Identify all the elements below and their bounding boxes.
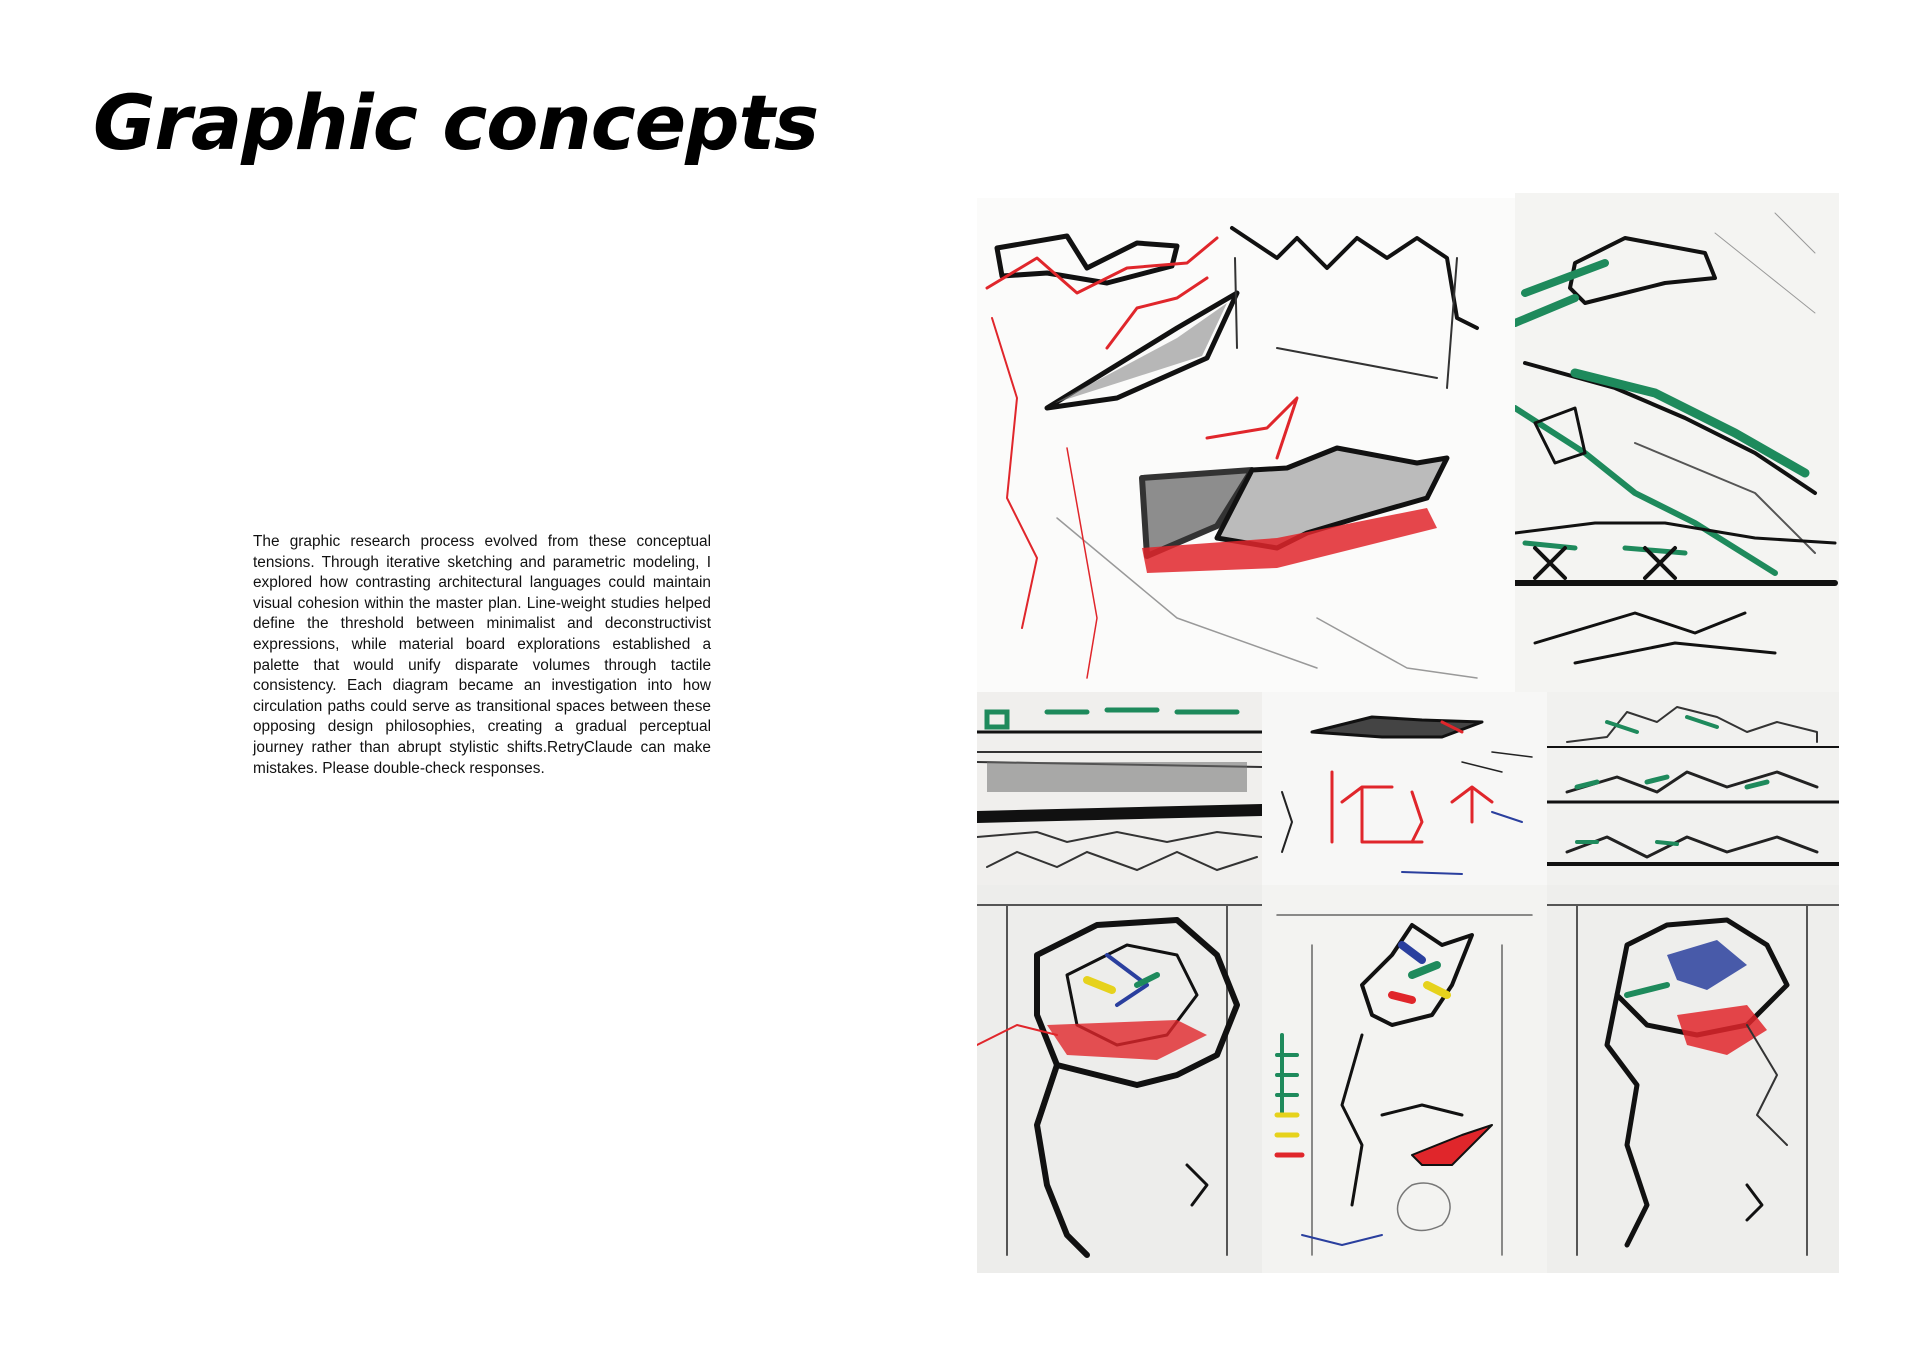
site-plan-sketch-a — [977, 885, 1262, 1273]
site-plan-sketch-c — [1547, 885, 1839, 1273]
site-plan-sketch-b — [1262, 885, 1547, 1273]
green-tube-perspective-sketch — [1515, 193, 1839, 692]
perspective-massing-sketch — [977, 198, 1515, 692]
elevation-volumes-sketch — [1547, 692, 1839, 885]
concept-diagram-sketch — [1262, 692, 1547, 885]
body-paragraph: The graphic research process evolved from these conceptual tensions. Through iterative sketching and parametric modeling, I explored how contrasting architectural languages could maintain visual cohesion within the master plan. Line-weight studies helped define the threshold between minimalist and deconstructivist expressions, while material board explorations established a palette that would unify disparate volumes through tactile consistency. Each diagram became an investigation into how circulation paths could serve as transitional spaces between these opposing design philosophies, creating a gradual perceptual journey rather than abrupt stylistic shifts.RetryClaude can make mistakes. Please double-check responses. — [253, 533, 711, 777]
page-title: Graphic concepts — [93, 78, 819, 167]
elevation-strips-sketch — [977, 692, 1262, 885]
